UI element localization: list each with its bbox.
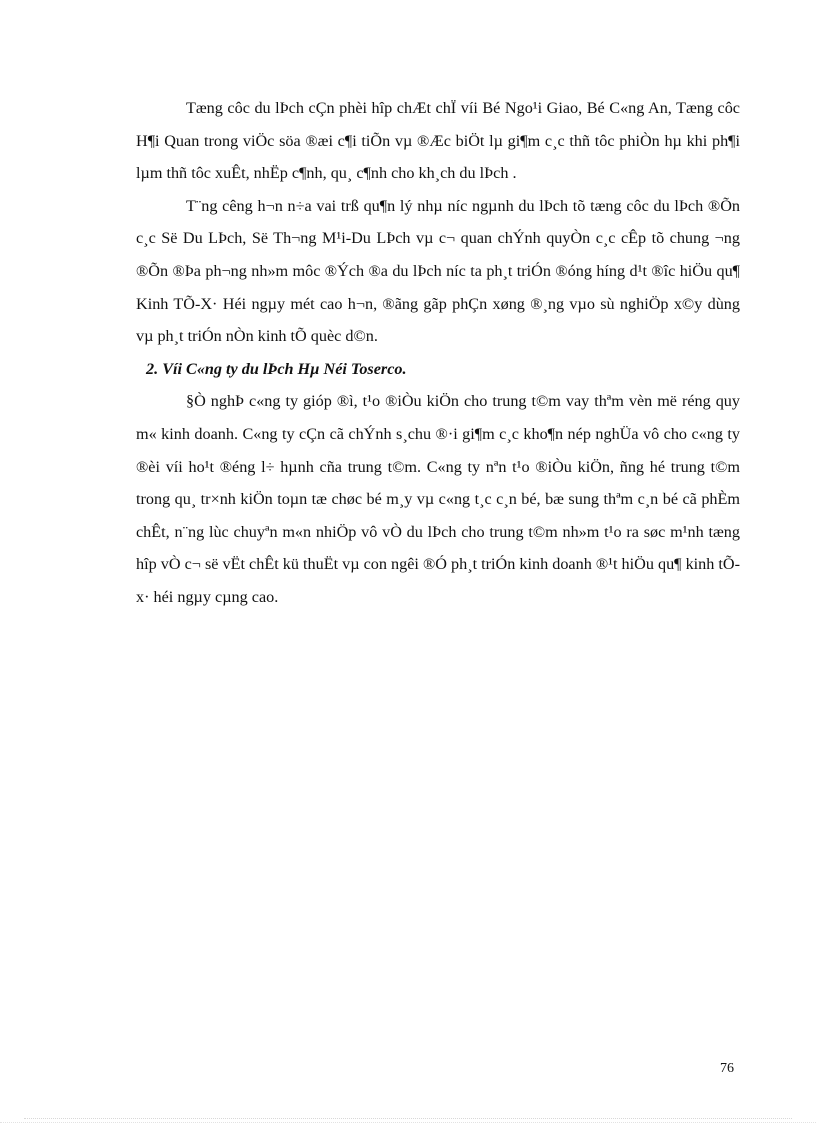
paragraph-3: §Ò nghÞ c«ng ty gióp ®ì, t¹o ®iÒu kiÖn cho trung t©m vay thªm vèn më réng quy m« kinh doanh. C«ng ty cÇn cã chÝnh s¸chu ®·i gi¶m c¸c kho¶n nép nghÜa vô cho c«ng ty ®èi víi ho¹t ®éng l÷ hµnh cña trung t©m. C«ng ty nªn t¹o ®iÒu kiÖn, ñng hé trung t©m trong qu¸ tr×nh kiÖn toµn tæ chøc bé m¸y vµ c«ng t¸c c¸n bé, bæ sung thªm c¸n bé cã phÈm chÊt, n¨ng lùc chuyªn m«n nhiÖp vô vÒ du lÞch cho trung t©m nh»m t¹o ra søc m¹nh tæng hîp vÒ c¬ së vËt chÊt kü thuËt vµ con ngêi ®Ó ph¸t triÓn kinh doanh ®¹t hiÖu qu¶ kinh tÕ-x· héi ngµy cµng cao.	[136, 392, 740, 606]
page-number: 76	[720, 1061, 734, 1076]
document-body	[136, 92, 740, 614]
section-heading: 2. Víi C«ng ty du lÞch Hµ Néi Toserco.	[146, 359, 407, 378]
page-bottom-divider	[24, 1118, 792, 1119]
paragraph-2: T¨ng cêng h¬n n÷a vai trß qu¶n lý nhµ níc ngµnh du lÞch tõ tæng côc du lÞch ®Õn c¸c Së Du LÞch, Së Th¬ng M¹i-Du LÞch vµ c¬ quan chÝnh quyÒn c¸c cÊp tõ chung ¬ng ®Õn ®Þa ph¬ng nh»m môc ®Ých ®a du lÞch níc ta ph¸t triÓn ®óng híng d¹t ®îc hiÖu qu¶ Kinh TÕ-X· Héi ngµy mét cao h¬n, ®ãng gãp phÇn xøng ®¸ng vµo sù nghiÖp x©y dùng vµ ph¸t triÓn nÒn kinh tÕ quèc d©n.	[136, 196, 740, 346]
paragraph-1: Tæng côc du lÞch cÇn phèi hîp chÆt chÏ víi Bé Ngo¹i Giao, Bé C«ng An, Tæng côc H¶i Quan trong viÖc söa ®æi c¶i tiÕn vµ ®Æc biÖt lµ gi¶m c¸c thñ tôc phiÒn hµ khi ph¶i lµm thñ tôc xuÊt, nhËp c¶nh, qu¸ c¶nh cho kh¸ch du lÞch .	[136, 99, 740, 183]
